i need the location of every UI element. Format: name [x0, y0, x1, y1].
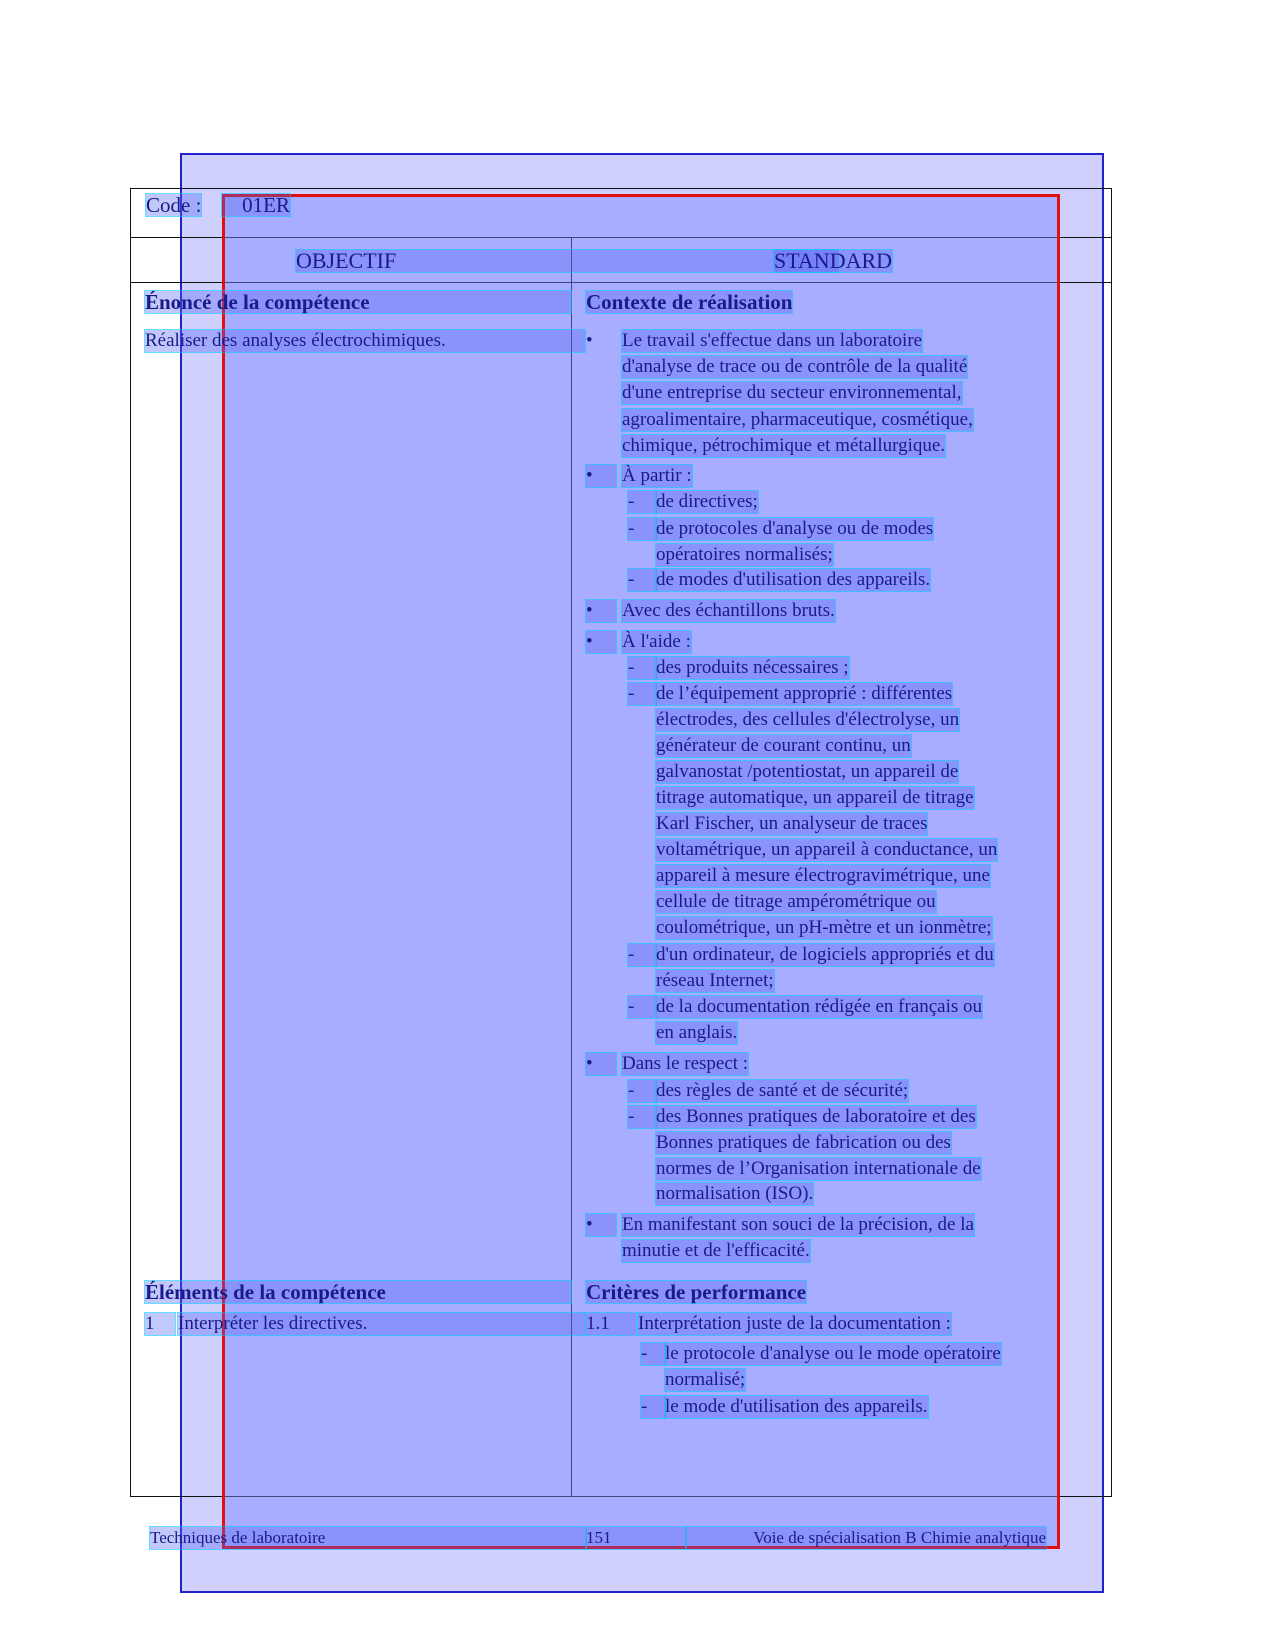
- context-subline: voltamétrique, un appareil à conductance, un: [656, 839, 998, 860]
- context-subline: normes de l’Organisation internationale de: [656, 1158, 981, 1179]
- critere-subline: le protocole d'analyse ou le mode opératoire: [665, 1343, 1001, 1364]
- footer-page-number: 151: [586, 1527, 686, 1549]
- context-subline: des règles de santé et de sécurité;: [656, 1080, 909, 1101]
- context-subline: appareil à mesure électrogravimétrique, une: [656, 865, 990, 886]
- context-subline: des produits nécessaires ;: [656, 657, 849, 678]
- context-subline: normalisation (ISO).: [656, 1183, 814, 1204]
- context-subline: cellule de titrage ampérométrique ou: [656, 891, 936, 912]
- critere-subline: le mode d'utilisation des appareils.: [665, 1396, 928, 1417]
- context-line: d'une entreprise du secteur environnemental,: [622, 382, 962, 403]
- table-right-border: [1111, 188, 1112, 1497]
- context-subline: de protocoles d'analyse ou de modes: [656, 518, 934, 539]
- context-line: À l'aide :: [622, 631, 691, 652]
- context-line: minutie et de l'efficacité.: [622, 1240, 810, 1261]
- context-subline: opératoires normalisés;: [656, 544, 833, 565]
- context-subline: Karl Fischer, un analyseur de traces: [656, 813, 928, 834]
- footer-right: Voie de spécialisation B Chimie analytique: [686, 1527, 1046, 1549]
- context-line: Avec des échantillons bruts.: [622, 600, 835, 621]
- bullet-icon: •: [586, 465, 616, 487]
- dash-icon: -: [628, 569, 656, 591]
- dash-icon: -: [628, 657, 656, 679]
- elements-title: Éléments de la compétence: [145, 1281, 571, 1303]
- bullet-icon: •: [586, 631, 616, 653]
- enonce-text: Réaliser des analyses électrochimiques.: [145, 330, 585, 352]
- context-line: d'analyse de trace ou de contrôle de la qualité: [622, 356, 968, 377]
- context-line: agroalimentaire, pharmaceutique, cosmétique,: [622, 409, 973, 430]
- bullet-icon: •: [586, 330, 593, 351]
- context-subline: Bonnes pratiques de fabrication ou des: [656, 1132, 951, 1153]
- dash-icon: -: [628, 491, 656, 513]
- bullet-icon: •: [586, 1214, 616, 1236]
- code-value: 01ER: [222, 194, 290, 216]
- dash-icon: -: [628, 996, 656, 1018]
- critere-subline: normalisé;: [665, 1369, 746, 1390]
- context-subline: électrodes, des cellules d'électrolyse, un: [656, 709, 960, 730]
- footer-left: Techniques de laboratoire: [150, 1527, 586, 1549]
- context-subline: galvanostat /potentiostat, un appareil de: [656, 761, 959, 782]
- context-subline: de modes d'utilisation des appareils.: [656, 569, 931, 590]
- bullet-icon: •: [586, 600, 616, 622]
- context-subline: titrage automatique, un appareil de titrage: [656, 787, 974, 808]
- header-objectif: OBJECTIF: [296, 250, 838, 272]
- enonce-title: Énoncé de la compétence: [145, 291, 571, 313]
- contexte-title: Contexte de réalisation: [586, 290, 793, 314]
- table-top-border: [130, 188, 1112, 189]
- context-line: À partir :: [622, 465, 692, 486]
- context-subline: générateur de courant continu, un: [656, 735, 911, 756]
- context-subline: d'un ordinateur, de logiciels appropriés et du: [656, 944, 994, 965]
- element-number: 1: [145, 1313, 175, 1335]
- element-text: Interpréter les directives.: [178, 1313, 585, 1335]
- context-line: Dans le respect :: [622, 1053, 749, 1074]
- context-subline: de directives;: [656, 491, 758, 512]
- dash-icon: -: [628, 1080, 656, 1102]
- table-left-border: [130, 188, 131, 1497]
- context-line: En manifestant son souci de la précision, de la: [622, 1214, 974, 1235]
- context-subline: coulométrique, un pH-mètre et un ionmètre;: [656, 917, 992, 938]
- criteres-title: Critères de performance: [586, 1280, 807, 1304]
- dash-icon: -: [628, 518, 656, 540]
- context-line: Le travail s'effectue dans un laboratoire: [622, 330, 923, 351]
- dash-icon: -: [628, 944, 656, 966]
- dash-icon: -: [641, 1396, 665, 1418]
- context-line: chimique, pétrochimique et métallurgique.: [622, 435, 946, 456]
- bullet-icon: •: [586, 1053, 616, 1075]
- context-subline: en anglais.: [656, 1022, 738, 1043]
- dash-icon: -: [628, 1106, 656, 1128]
- dash-icon: -: [641, 1343, 665, 1365]
- critere-number: 1.1: [586, 1313, 636, 1335]
- context-subline: de l’équipement approprié : différentes: [656, 683, 953, 704]
- dash-icon: -: [628, 683, 656, 705]
- context-subline: réseau Internet;: [656, 970, 774, 991]
- code-label: Code :: [146, 193, 202, 217]
- header-standard: STANDARD: [774, 248, 893, 273]
- context-subline: des Bonnes pratiques de laboratoire et des: [656, 1106, 976, 1127]
- context-subline: de la documentation rédigée en français ou: [656, 996, 983, 1017]
- critere-text: Interprétation juste de la documentation :: [638, 1313, 951, 1334]
